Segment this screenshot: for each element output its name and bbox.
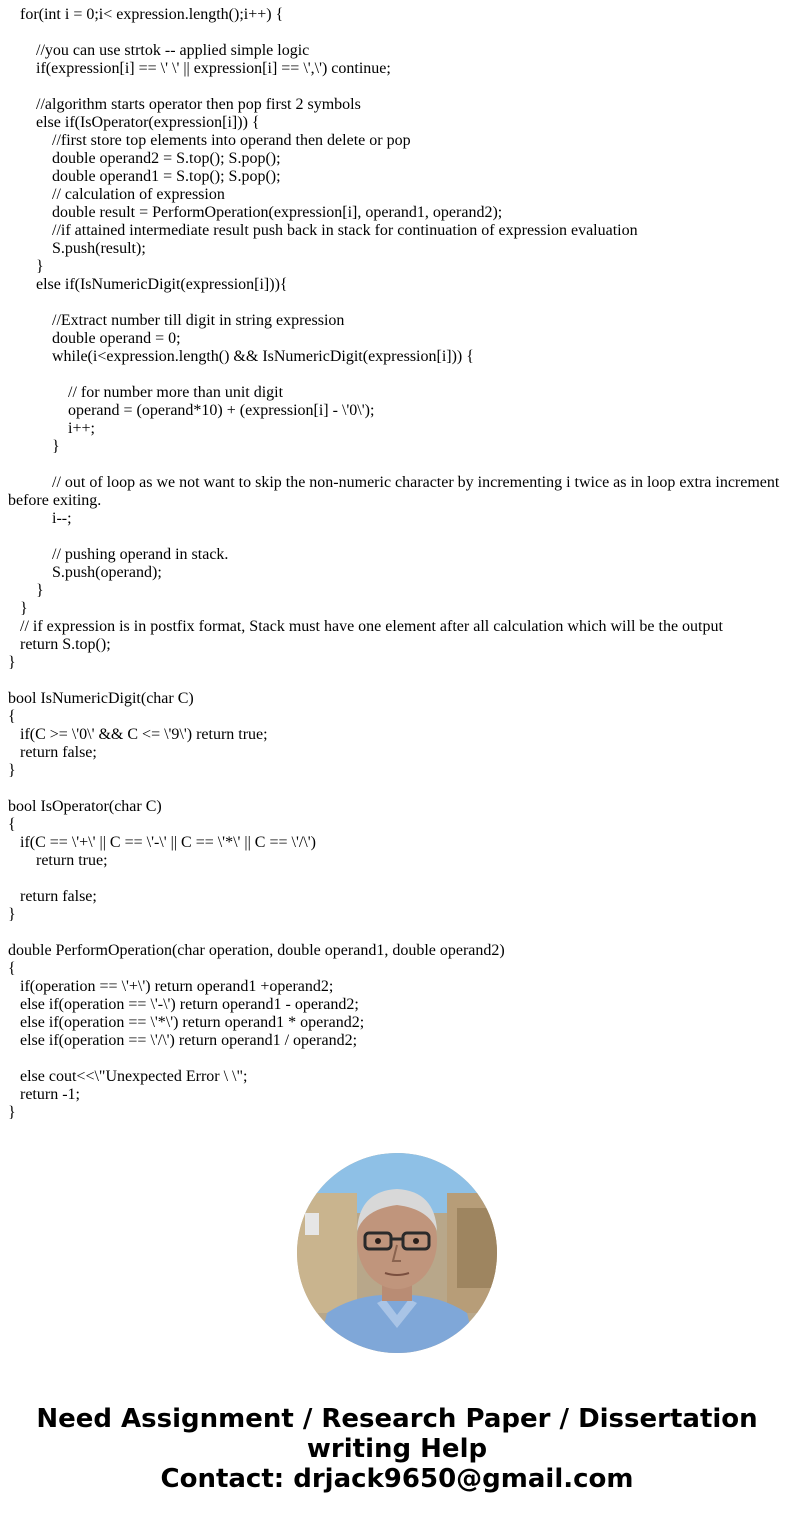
code-line [8, 780, 788, 798]
code-line: return false; [8, 888, 97, 905]
author-avatar [297, 1153, 497, 1353]
code-line: else if(operation == \'*\') return operand1 * operand2; [8, 1014, 365, 1031]
code-line: // calculation of expression [8, 186, 225, 203]
code-line: return S.top(); [8, 636, 111, 653]
code-line: else if(IsNumericDigit(expression[i])){ [8, 276, 288, 293]
code-line: { [8, 960, 16, 977]
code-line: S.push(result); [8, 240, 146, 257]
code-line [8, 672, 788, 690]
code-line: //if attained intermediate result push back in stack for continuation of expression evaluation [8, 222, 638, 239]
code-line: operand = (operand*10) + (expression[i] - \'0\'); [8, 402, 375, 419]
code-line [8, 870, 788, 888]
code-line [8, 24, 788, 42]
code-line: double operand2 = S.top(); S.pop(); [8, 150, 281, 167]
code-line: //you can use strtok -- applied simple logic [8, 42, 310, 59]
code-line: return true; [8, 852, 108, 869]
code-line: } [8, 1104, 16, 1121]
promo-line-1: Need Assignment / Research Paper / Dissertation [36, 1404, 758, 1434]
code-line: else if(operation == \'/\') return operand1 / operand2; [8, 1032, 358, 1049]
code-line: for(int i = 0;i< expression.length();i++) { [8, 6, 284, 23]
code-line [8, 78, 788, 96]
code-line: return -1; [8, 1086, 80, 1103]
code-line: double operand1 = S.top(); S.pop(); [8, 168, 281, 185]
promo-banner [0, 1404, 794, 1494]
code-line [8, 924, 788, 942]
code-line: } [8, 438, 60, 455]
code-line: else if(operation == \'-\') return operand1 - operand2; [8, 996, 359, 1013]
code-line: } [8, 654, 16, 671]
code-line: // if expression is in postfix format, Stack must have one element after all calculation which will be the output [8, 618, 723, 635]
code-line: } [8, 600, 28, 617]
code-line [8, 528, 788, 546]
code-line: else cout<<\"Unexpected Error \ \"; [8, 1068, 248, 1085]
code-line: double operand = 0; [8, 330, 181, 347]
code-line: { [8, 816, 16, 833]
code-line: S.push(operand); [8, 564, 162, 581]
code-line: double PerformOperation(char operation, double operand1, double operand2) [8, 942, 505, 959]
code-line: if(C >= \'0\' && C <= \'9\') return true; [8, 726, 268, 743]
code-line: // out of loop as we not want to skip the non-numeric character by incrementing i twice as in loop extra increment before exiting. [8, 474, 784, 509]
promo-contact: Contact: drjack9650@gmail.com [160, 1464, 634, 1494]
code-line [8, 294, 788, 312]
code-listing [8, 6, 788, 1122]
code-line [8, 1050, 788, 1068]
code-line: if(expression[i] == \' \' || expression[i] == \',\') continue; [8, 60, 391, 77]
code-line: return false; [8, 744, 97, 761]
code-line: // pushing operand in stack. [8, 546, 229, 563]
code-line: //first store top elements into operand then delete or pop [8, 132, 411, 149]
code-line: bool IsNumericDigit(char C) [8, 690, 194, 707]
code-line: else if(IsOperator(expression[i])) { [8, 114, 260, 131]
code-line [8, 456, 788, 474]
code-line: } [8, 906, 16, 923]
code-line: double result = PerformOperation(expression[i], operand1, operand2); [8, 204, 503, 221]
code-line: { [8, 708, 16, 725]
promo-line-2: writing Help [306, 1434, 488, 1464]
code-line: // for number more than unit digit [8, 384, 284, 401]
code-line: i--; [8, 510, 72, 527]
code-line: while(i<expression.length() && IsNumericDigit(expression[i])) { [8, 348, 474, 365]
code-line: bool IsOperator(char C) [8, 798, 162, 815]
person-photo-icon [297, 1153, 497, 1353]
code-line: //algorithm starts operator then pop first 2 symbols [8, 96, 361, 113]
code-line: if(operation == \'+\') return operand1 +operand2; [8, 978, 334, 995]
code-line: if(C == \'+\' || C == \'-\' || C == \'*\' || C == \'/\') [8, 834, 316, 851]
code-line: } [8, 762, 16, 779]
code-line: //Extract number till digit in string expression [8, 312, 345, 329]
code-line [8, 366, 788, 384]
code-line: } [8, 582, 44, 599]
code-line: i++; [8, 420, 95, 437]
code-line: } [8, 258, 44, 275]
